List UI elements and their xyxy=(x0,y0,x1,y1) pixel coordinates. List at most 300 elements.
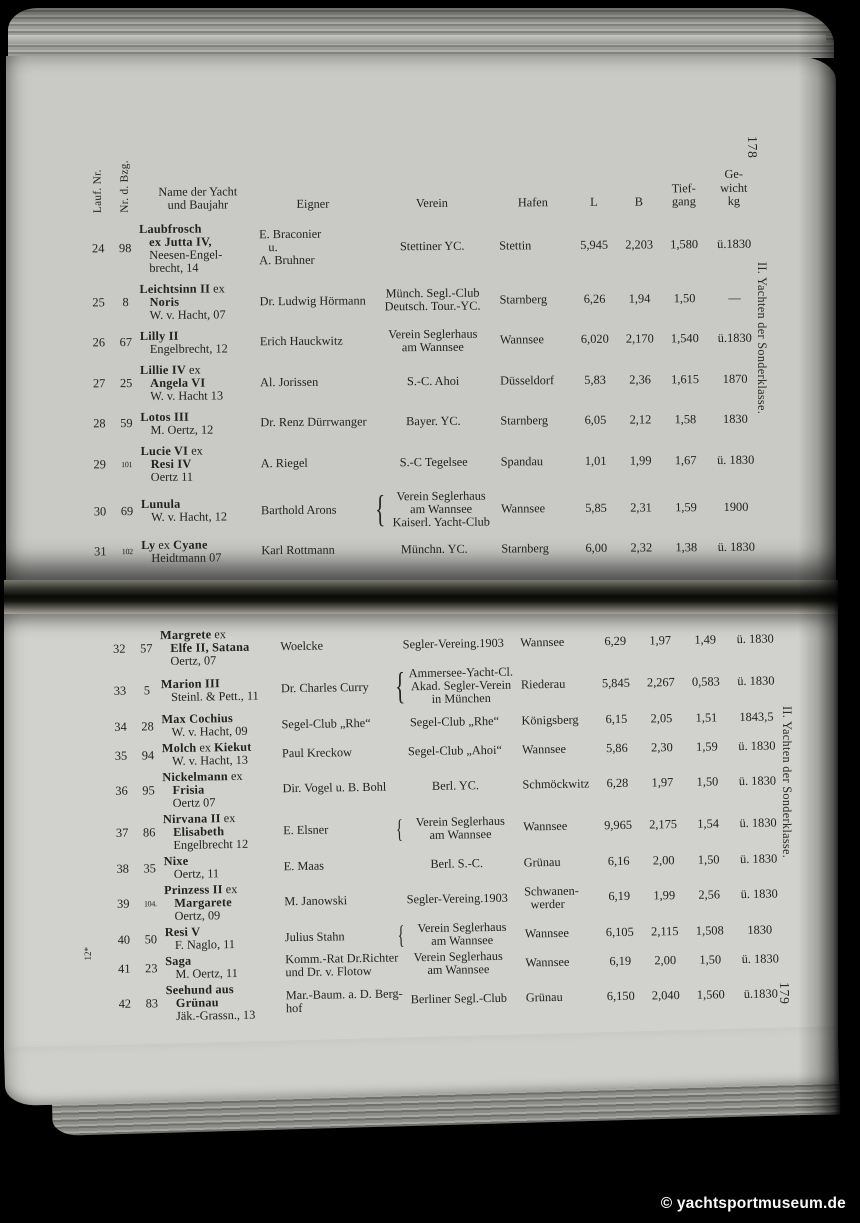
table-row xyxy=(87,534,777,565)
hafen-cell xyxy=(497,455,573,469)
verein-lines xyxy=(394,856,520,871)
lauf-nr-cell: 29 xyxy=(93,456,106,471)
yacht-name-cell xyxy=(140,329,258,356)
table-row xyxy=(109,803,800,853)
eigner-line: Mar.-Baum. a. D. Berg- xyxy=(285,985,403,1002)
verein-lines xyxy=(405,666,517,707)
hafen-line: Königsberg xyxy=(521,712,579,727)
lauf-nr-cell: 40 xyxy=(117,932,131,947)
page-178-content xyxy=(85,156,778,573)
header-gewicht-unit: kg xyxy=(727,193,741,209)
yacht-name-line: Engelbrecht, 12 xyxy=(149,340,228,356)
header-verein: Verein xyxy=(415,195,448,211)
verein-cell xyxy=(395,950,521,978)
eigner-line: Paul Kreckow xyxy=(281,744,353,760)
gewicht-value-cell: — xyxy=(728,290,741,305)
gewicht-value-cell: ü. 1830 xyxy=(739,815,777,831)
yacht-name-line: W. v. Hacht, 12 xyxy=(151,509,228,525)
eigner-line: E. Elsner xyxy=(283,822,329,838)
lauf-nr-cell: 35 xyxy=(114,748,128,763)
eigner-cell xyxy=(258,416,370,430)
table-row xyxy=(87,487,777,531)
verein-line: Stettiner YC. xyxy=(399,238,465,254)
gewicht-value-cell: ü. 1830 xyxy=(717,452,755,467)
table-row xyxy=(85,218,775,275)
eigner-cell xyxy=(279,716,391,731)
header-breite: B xyxy=(634,194,644,209)
verein-line: Münchn. YC. xyxy=(400,541,468,557)
eigner-cell xyxy=(259,543,371,557)
brace-glyph: { xyxy=(395,814,404,844)
verein-cell xyxy=(392,779,518,794)
breite-value-cell: 2,170 xyxy=(625,331,654,346)
yacht-name-line: Steinl. & Pett., 11 xyxy=(170,688,259,704)
yacht-name-cell xyxy=(139,222,257,275)
hafen-cell xyxy=(521,926,597,940)
eigner-cell xyxy=(281,823,393,838)
tiefgang-value-cell: 1,38 xyxy=(675,540,698,555)
bzg-nr-cell: 59 xyxy=(120,416,133,431)
laenge-value-cell: 6,29 xyxy=(604,633,627,649)
yacht-name-cell xyxy=(140,410,258,437)
hafen-line: Starnberg xyxy=(499,291,548,307)
yacht-name-line: Heidtmann 07 xyxy=(151,550,222,565)
eigner-cell xyxy=(257,228,369,268)
eigner-line: Erich Hauckwitz xyxy=(259,333,343,349)
yacht-name-line: Oertz, 07 xyxy=(170,653,217,668)
gewicht-value-cell: 1830 xyxy=(722,411,748,427)
hafen-line: Stettin xyxy=(499,238,532,253)
yacht-name-line: Noris xyxy=(149,294,180,309)
verein-line: S.-C. Ahoi xyxy=(406,373,460,388)
hafen-line: Wannsee xyxy=(525,954,570,969)
yacht-name-line: Resi V xyxy=(164,924,201,940)
laenge-value-cell: 6,28 xyxy=(606,775,629,791)
yacht-name-cell xyxy=(163,811,282,852)
table-rows-page-179 xyxy=(106,619,802,1024)
laenge-value-cell: 6,19 xyxy=(609,953,632,968)
verein-lines xyxy=(385,489,497,529)
lauf-nr-cell: 25 xyxy=(92,294,105,309)
header-gewicht xyxy=(707,168,761,209)
hafen-line: werder xyxy=(524,896,565,911)
gewicht-value-cell: ü. 1830 xyxy=(737,673,775,689)
table-row xyxy=(87,440,777,484)
lauf-nr-cell: 27 xyxy=(92,375,106,390)
header-laenge: L xyxy=(590,194,598,209)
hafen-cell xyxy=(518,777,594,791)
lauf-nr-cell: 26 xyxy=(92,335,106,350)
tiefgang-value-cell: 1,51 xyxy=(695,709,718,725)
verein-line: Berl. S.-C. xyxy=(430,855,484,871)
verein-line: am Wannsee xyxy=(431,932,494,948)
verein-line: Bayer. YC. xyxy=(406,413,461,429)
gewicht-value-cell: 1900 xyxy=(723,499,749,514)
chapter-side-label-179: II. Yachten der Sonderklasse. xyxy=(780,706,794,859)
eigner-line: Dir. Vogel u. B. Bohl xyxy=(282,779,387,796)
eigner-line: A. Riegel xyxy=(260,455,308,470)
tiefgang-value-cell: 1,59 xyxy=(695,738,718,754)
laenge-value-cell: 6,150 xyxy=(606,988,635,1004)
yacht-name-line: Jäk.-Grassn., 13 xyxy=(175,1007,256,1023)
breite-value-cell: 1,99 xyxy=(629,453,652,468)
hafen-line: Schwanen- xyxy=(524,883,579,898)
breite-value-cell: 2,267 xyxy=(646,675,675,690)
eigner-line: u. xyxy=(259,240,278,255)
laenge-value-cell: 5,83 xyxy=(584,372,607,387)
bzg-nr-cell: 95 xyxy=(142,783,155,798)
yacht-name-line: Oertz 11 xyxy=(150,469,194,484)
laenge-value-cell: 6,00 xyxy=(585,540,608,556)
tiefgang-value-cell: 1,540 xyxy=(670,331,699,346)
verein-cell xyxy=(370,415,496,429)
yacht-name-line: W. v. Hacht, 07 xyxy=(149,307,226,322)
verein-cell xyxy=(371,455,497,469)
yacht-name-line: Laubfrosch xyxy=(138,221,202,236)
hafen-cell xyxy=(496,414,572,428)
hafen-cell xyxy=(517,713,593,727)
hafen-line: Wannsee xyxy=(500,500,546,516)
tiefgang-value-cell: 1,59 xyxy=(675,499,697,514)
eigner-cell xyxy=(282,858,394,873)
yacht-name-cell xyxy=(164,853,282,881)
hafen-line: Spandau xyxy=(500,453,544,469)
yacht-name-line: Oertz, 11 xyxy=(173,866,220,881)
hafen-line: Düsseldorf xyxy=(500,372,555,388)
brace-glyph: { xyxy=(374,488,386,531)
verein-cell xyxy=(393,814,519,842)
yacht-name-line: W. v. Hacht, 13 xyxy=(171,752,249,768)
yacht-name-line: Lunula xyxy=(140,496,181,512)
verein-lines xyxy=(370,374,496,388)
laenge-value-cell: 6,15 xyxy=(605,711,628,726)
hafen-line: Grünau xyxy=(523,854,561,869)
breite-value-cell: 1,97 xyxy=(649,633,672,648)
table-rows-page-178 xyxy=(85,218,777,565)
verein-cell xyxy=(394,892,520,907)
hafen-line: Starnberg xyxy=(501,541,549,556)
bzg-nr-cell: 69 xyxy=(120,503,134,518)
yacht-name-line: Nirvana II ex xyxy=(162,810,236,827)
header-hafen: Hafen xyxy=(517,195,548,210)
tiefgang-value-cell: 0,583 xyxy=(691,674,720,689)
yacht-name-cell xyxy=(166,982,285,1023)
bzg-nr-cell: 28 xyxy=(141,718,154,733)
yacht-name-line: brecht, 14 xyxy=(149,260,199,275)
verein-line: Deutsch. Tour.-YC. xyxy=(384,298,481,314)
hafen-line: Wannsee xyxy=(521,741,567,756)
gewicht-value-cell: ü. 1830 xyxy=(717,539,755,555)
verein-line: Segel-Club „Rhe“ xyxy=(409,713,500,729)
bzg-nr-cell: 101 xyxy=(121,459,133,469)
eigner-cell xyxy=(280,781,392,796)
eigner-line: E. Braconier xyxy=(259,226,322,242)
yacht-name-line: Lucie VI ex xyxy=(140,443,203,458)
verein-line: am Wannsee xyxy=(427,962,490,977)
eigner-cell xyxy=(259,456,371,470)
brace-glyph: { xyxy=(394,665,406,708)
tiefgang-value-cell: 2,56 xyxy=(698,887,721,902)
tiefgang-value-cell: 1,54 xyxy=(697,816,720,831)
yacht-name-line: Angela VI xyxy=(150,375,206,390)
laenge-value-cell: 5,85 xyxy=(585,500,607,515)
yacht-name-line: Nixe xyxy=(163,853,189,869)
eigner-line: Dr. Renz Dürrwanger xyxy=(260,414,367,430)
tiefgang-value-cell: 1,50 xyxy=(673,290,696,305)
verein-cell xyxy=(370,374,496,388)
eigner-line: A. Bruhner xyxy=(259,252,315,268)
header-lauf-nr xyxy=(85,169,111,213)
header-bzg-nr xyxy=(111,160,139,213)
bzg-nr-cell: 94 xyxy=(141,747,155,762)
verein-lines xyxy=(369,287,495,314)
table-row xyxy=(110,874,801,924)
table-row xyxy=(107,661,798,711)
laenge-value-cell: 6,26 xyxy=(583,291,606,306)
yacht-name-line: M. Oertz, 11 xyxy=(175,965,238,981)
breite-value-cell: 1,99 xyxy=(653,888,676,903)
lauf-nr-cell: 36 xyxy=(115,783,128,798)
hafen-cell xyxy=(521,955,597,969)
hafen-cell xyxy=(496,374,572,388)
table-row xyxy=(86,406,776,437)
table-header xyxy=(85,156,775,213)
verein-lines xyxy=(391,714,517,729)
hafen-cell xyxy=(518,742,594,756)
hafen-cell xyxy=(516,635,592,649)
eigner-cell xyxy=(280,745,392,760)
eigner-cell xyxy=(282,894,394,909)
laenge-value-cell: 9,965 xyxy=(604,817,633,833)
bzg-nr-cell: 8 xyxy=(122,294,129,309)
bzg-nr-cell: 102 xyxy=(121,547,133,557)
yacht-name-line: Engelbrecht 12 xyxy=(173,836,249,852)
verein-cell xyxy=(391,714,517,729)
bzg-nr-cell: 86 xyxy=(142,825,156,840)
laenge-value-cell: 5,945 xyxy=(580,237,609,253)
lauf-nr-cell: 39 xyxy=(116,896,130,911)
tiefgang-value-cell: 1,615 xyxy=(671,371,700,386)
tiefgang-value-cell: 1,50 xyxy=(696,774,719,789)
tiefgang-value-cell: 1,50 xyxy=(699,951,722,967)
yacht-name-line: M. Oertz, 12 xyxy=(150,422,214,437)
gewicht-value-cell: 1870 xyxy=(722,371,748,386)
verein-line: am Wannsee xyxy=(401,339,464,354)
hafen-line: Starnberg xyxy=(500,413,549,428)
yacht-name-cell xyxy=(161,711,279,739)
yacht-name-line: Oertz 07 xyxy=(172,795,216,810)
eigner-line: Dr. Charles Curry xyxy=(280,679,369,696)
tiefgang-value-cell: 1,50 xyxy=(697,851,720,867)
breite-value-cell: 1,97 xyxy=(651,775,674,790)
verein-line: Verein Seglerhaus xyxy=(396,488,486,503)
verein-line: Kaiserl. Yacht-Club xyxy=(392,514,490,529)
hafen-line: Wannsee xyxy=(523,818,568,834)
yacht-name-cell xyxy=(139,282,257,322)
chapter-side-label-178: II. Yachten der Sonderklasse. xyxy=(755,262,769,415)
header-bzg-nr-label: Nr. d. Bzg. xyxy=(118,160,131,213)
bzg-nr-cell: 83 xyxy=(145,996,159,1011)
verein-line: Verein Seglerhaus xyxy=(413,948,503,965)
hafen-line: Wannsee xyxy=(499,332,544,347)
verein-lines xyxy=(371,455,497,469)
bzg-nr-cell: 67 xyxy=(119,335,133,350)
hafen-line: Wannsee xyxy=(520,634,565,650)
lauf-nr-cell: 30 xyxy=(93,503,107,518)
page-179-content xyxy=(106,619,802,1027)
yacht-name-line: Neesen-Engel- xyxy=(149,247,223,262)
header-gewicht-line1: Ge- xyxy=(724,166,743,182)
hafen-cell xyxy=(496,293,572,307)
hafen-cell xyxy=(517,677,593,691)
verein-line: Berl. YC. xyxy=(431,778,480,793)
yacht-name-line: W. v. Hacht 13 xyxy=(150,388,224,403)
yacht-name-line: Elfe II, Satana xyxy=(170,639,250,655)
table-row xyxy=(85,278,775,322)
lauf-nr-cell: 38 xyxy=(116,861,130,876)
yacht-name-line: Elisabeth xyxy=(173,824,225,839)
verein-line: Ammersee-Yacht-Cl. xyxy=(408,664,514,681)
hafen-cell xyxy=(519,819,595,833)
verein-line: in München xyxy=(431,690,491,706)
bzg-nr-cell: 98 xyxy=(118,241,132,256)
hafen-cell xyxy=(496,333,572,347)
eigner-cell xyxy=(258,335,370,349)
yacht-name-cell xyxy=(164,882,283,923)
verein-lines xyxy=(396,992,522,1007)
yacht-name-line: ex Jutta IV, xyxy=(149,234,212,249)
yacht-name-line: Oertz, 09 xyxy=(174,908,221,923)
lauf-nr-cell: 28 xyxy=(93,416,106,431)
brace-glyph: { xyxy=(397,920,405,950)
hafen-line: Riederau xyxy=(520,676,566,692)
eigner-cell xyxy=(284,985,403,1015)
verein-lines xyxy=(390,637,516,652)
lauf-nr-cell: 32 xyxy=(112,641,126,656)
yacht-name-line: Margrete ex xyxy=(159,627,227,643)
bzg-nr-cell: 5 xyxy=(143,683,151,698)
gewicht-value-cell: 1843,5 xyxy=(739,709,774,724)
hafen-line: Grünau xyxy=(525,989,563,1005)
eigner-line: Woelcke xyxy=(280,638,324,654)
table-row xyxy=(112,974,803,1024)
book-right-edge-shadow xyxy=(798,6,842,1114)
breite-value-cell: 2,36 xyxy=(629,372,652,387)
eigner-line: Barthold Arons xyxy=(260,502,337,517)
breite-value-cell: 2,30 xyxy=(650,739,673,754)
header-tiefgang xyxy=(661,182,707,209)
eigner-cell xyxy=(283,929,395,944)
hafen-cell xyxy=(522,990,598,1004)
yacht-name-line: Lotos III xyxy=(140,409,190,424)
verein-lines xyxy=(392,779,518,794)
yacht-name-cell xyxy=(165,953,283,981)
bzg-nr-cell: 25 xyxy=(119,375,133,390)
eigner-cell xyxy=(258,375,370,389)
verein-line: Verein Seglerhaus xyxy=(417,919,507,936)
verein-lines xyxy=(401,814,519,842)
yacht-name-line: Ly ex Cyane xyxy=(141,537,208,552)
lauf-nr-cell: 41 xyxy=(118,961,131,976)
hafen-cell xyxy=(497,502,573,516)
yacht-name-cell xyxy=(141,444,259,484)
verein-line: Münch. Segl.-Club xyxy=(385,285,480,301)
breite-value-cell: 1,94 xyxy=(628,291,651,306)
verein-lines xyxy=(403,921,521,949)
yacht-name-cell xyxy=(141,538,259,565)
verein-cell xyxy=(391,666,518,707)
yacht-name-line: Molch ex Kiekut xyxy=(161,739,252,756)
yacht-name-cell xyxy=(162,740,280,768)
yacht-name-line: Resi IV xyxy=(150,456,192,471)
verein-cell xyxy=(371,489,497,529)
eigner-line: E. Maas xyxy=(283,858,325,873)
hafen-line: Schmöckwitz xyxy=(522,776,590,792)
bzg-nr-cell: 23 xyxy=(144,960,158,975)
hafen-cell xyxy=(520,855,596,869)
page-number-178: 178 xyxy=(745,136,760,159)
breite-value-cell: 2,115 xyxy=(650,923,679,938)
verein-lines xyxy=(370,327,496,354)
bzg-nr-cell: 104. xyxy=(143,899,157,909)
verein-lines xyxy=(369,240,495,254)
verein-cell xyxy=(371,543,497,557)
eigner-cell xyxy=(279,681,391,696)
yacht-name-line: Marion III xyxy=(160,675,221,691)
header-lauf-nr-label: Lauf. Nr. xyxy=(91,169,104,213)
tiefgang-value-cell: 1,560 xyxy=(696,987,725,1002)
eigner-line: Komm.-Rat Dr.Richter xyxy=(285,950,399,967)
lauf-nr-cell: 42 xyxy=(118,996,132,1011)
verein-line: S.-C Tegelsee xyxy=(399,454,468,469)
verein-line: Akad. Segler-Verein xyxy=(410,677,512,694)
laenge-value-cell: 6,19 xyxy=(608,888,631,904)
eigner-line: Karl Rottmann xyxy=(261,542,335,558)
verein-line: Verein Seglerhaus xyxy=(415,813,505,829)
gewicht-value-cell: ü. 1830 xyxy=(740,886,778,902)
lauf-nr-cell: 33 xyxy=(113,683,127,698)
breite-value-cell: 2,31 xyxy=(630,500,652,515)
laenge-value-cell: 1,01 xyxy=(584,453,607,468)
lauf-nr-cell: 34 xyxy=(114,719,127,734)
eigner-line: Dr. Ludwig Hörmann xyxy=(259,293,366,308)
hafen-line: Wannsee xyxy=(524,925,569,940)
yacht-name-line: Seehund aus xyxy=(165,982,234,998)
eigner-cell xyxy=(259,503,371,517)
verein-line: am Wannsee xyxy=(410,501,473,516)
eigner-line: hof xyxy=(285,1000,303,1015)
yacht-name-line: Frisia xyxy=(172,782,205,797)
yacht-name-cell xyxy=(160,627,279,668)
eigner-cell xyxy=(283,950,399,980)
yacht-name-line: Nickelmann ex xyxy=(162,768,243,785)
verein-cell xyxy=(370,327,496,354)
page-number-179: 179 xyxy=(777,982,792,1005)
gewicht-value-cell: ü. 1830 xyxy=(738,737,776,753)
lauf-nr-cell: 31 xyxy=(94,544,107,559)
eigner-line: Segel-Club „Rhe“ xyxy=(281,715,371,731)
verein-cell xyxy=(395,921,521,949)
yacht-name-cell xyxy=(161,676,279,704)
laenge-value-cell: 6,05 xyxy=(584,412,607,428)
tiefgang-value-cell: 1,508 xyxy=(695,922,724,938)
table-row xyxy=(86,359,776,403)
tiefgang-value-cell: 1,58 xyxy=(674,412,697,427)
hafen-cell xyxy=(497,542,573,556)
table-row xyxy=(86,325,776,356)
verein-cell xyxy=(392,743,518,758)
yacht-name-line: Prinzess II ex xyxy=(163,881,238,898)
